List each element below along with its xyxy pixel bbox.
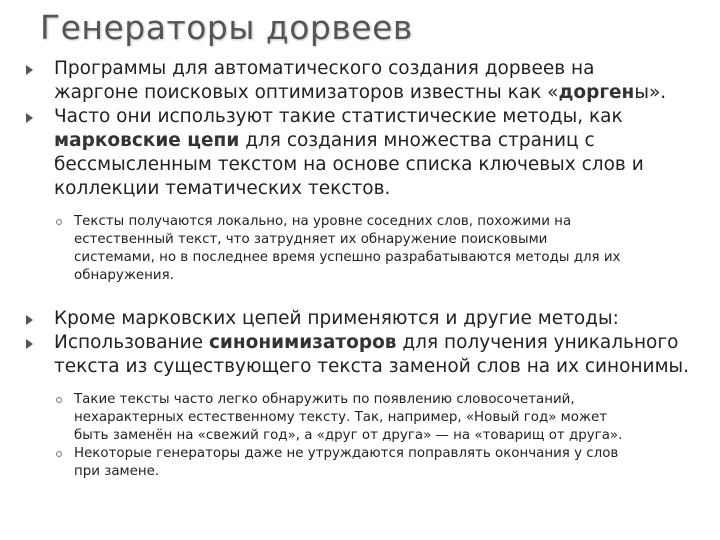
emphasized-term: синонимизаторов: [208, 332, 397, 353]
text-line: [74, 463, 712, 481]
triangle-bullet-icon: [26, 65, 33, 75]
sub-bullet-item: [22, 213, 712, 285]
bullet-item: [22, 307, 712, 331]
text-run: Часто они используют такие статистические методы, как: [54, 106, 623, 127]
text-run: текста из существующего текста заменой слов на их синонимы.: [54, 356, 690, 377]
text-run: системами, но в последнее время успешно разрабатываются методы для их: [74, 250, 621, 265]
text-line: [54, 129, 712, 153]
spacer: [22, 285, 712, 307]
text-run: Программы для автоматического создания дорвеев на: [54, 58, 595, 79]
bullet-item: [22, 105, 712, 201]
text-line: [54, 331, 712, 355]
spacer: [22, 379, 712, 391]
emphasized-term: марковские цепи: [54, 130, 240, 151]
bullet-item: [22, 331, 712, 379]
text-run: Некоторые генераторы даже не утруждаются поправлять окончания у слов: [74, 446, 619, 461]
text-line: [74, 267, 712, 285]
triangle-bullet-icon: [26, 113, 33, 123]
text-run: Кроме марковских цепей применяются и другие методы:: [54, 308, 619, 329]
text-run: для создания множества страниц с: [239, 130, 595, 151]
text-line: [74, 445, 712, 463]
triangle-bullet-icon: [26, 339, 33, 349]
text-run: обнаружения.: [74, 268, 174, 283]
spacer: [22, 201, 712, 213]
text-line: [54, 153, 712, 177]
circle-bullet-icon: [56, 451, 62, 457]
text-line: [54, 307, 712, 331]
sub-bullet-item: [22, 391, 712, 445]
text-line: [74, 231, 712, 249]
emphasized-term: дорген: [558, 82, 635, 103]
text-run: естественный текст, что затрудняет их обнаружение поисковыми: [74, 232, 548, 247]
text-run: Тексты получаются локально, на уровне соседних слов, похожими на: [74, 214, 572, 229]
text-run: ы».: [634, 82, 667, 103]
text-line: [74, 409, 712, 427]
text-run: при замене.: [74, 464, 160, 479]
text-line: [74, 249, 712, 267]
text-line: [54, 57, 712, 81]
text-run: жаргоне поисковых оптимизаторов известны как «: [54, 82, 559, 103]
text-run: для получения уникального: [396, 332, 679, 353]
triangle-bullet-icon: [26, 315, 33, 325]
bullet-list: [22, 57, 712, 481]
text-line: [54, 355, 712, 379]
sub-bullet-item: [22, 445, 712, 481]
text-line: [54, 81, 712, 105]
text-run: бессмысленным текстом на основе списка ключевых слов и: [54, 154, 644, 175]
text-line: [74, 391, 712, 409]
circle-bullet-icon: [56, 397, 62, 403]
text-line: [54, 105, 712, 129]
text-run: Использование: [54, 332, 209, 353]
text-run: Такие тексты часто легко обнаружить по появлению словосочетаний,: [74, 392, 575, 407]
slide-title: Генераторы дорвеев: [40, 8, 413, 47]
text-line: [54, 177, 712, 201]
text-run: быть заменён на «свежий год», а «друг от друга» — на «товарищ от друга».: [74, 428, 623, 443]
circle-bullet-icon: [56, 219, 62, 225]
text-line: [74, 427, 712, 445]
text-run: коллекции тематических текстов.: [54, 178, 391, 199]
bullet-item: [22, 57, 712, 105]
text-line: [74, 213, 712, 231]
text-run: нехарактерных естественному тексту. Так, например, «Новый год» может: [74, 410, 608, 425]
